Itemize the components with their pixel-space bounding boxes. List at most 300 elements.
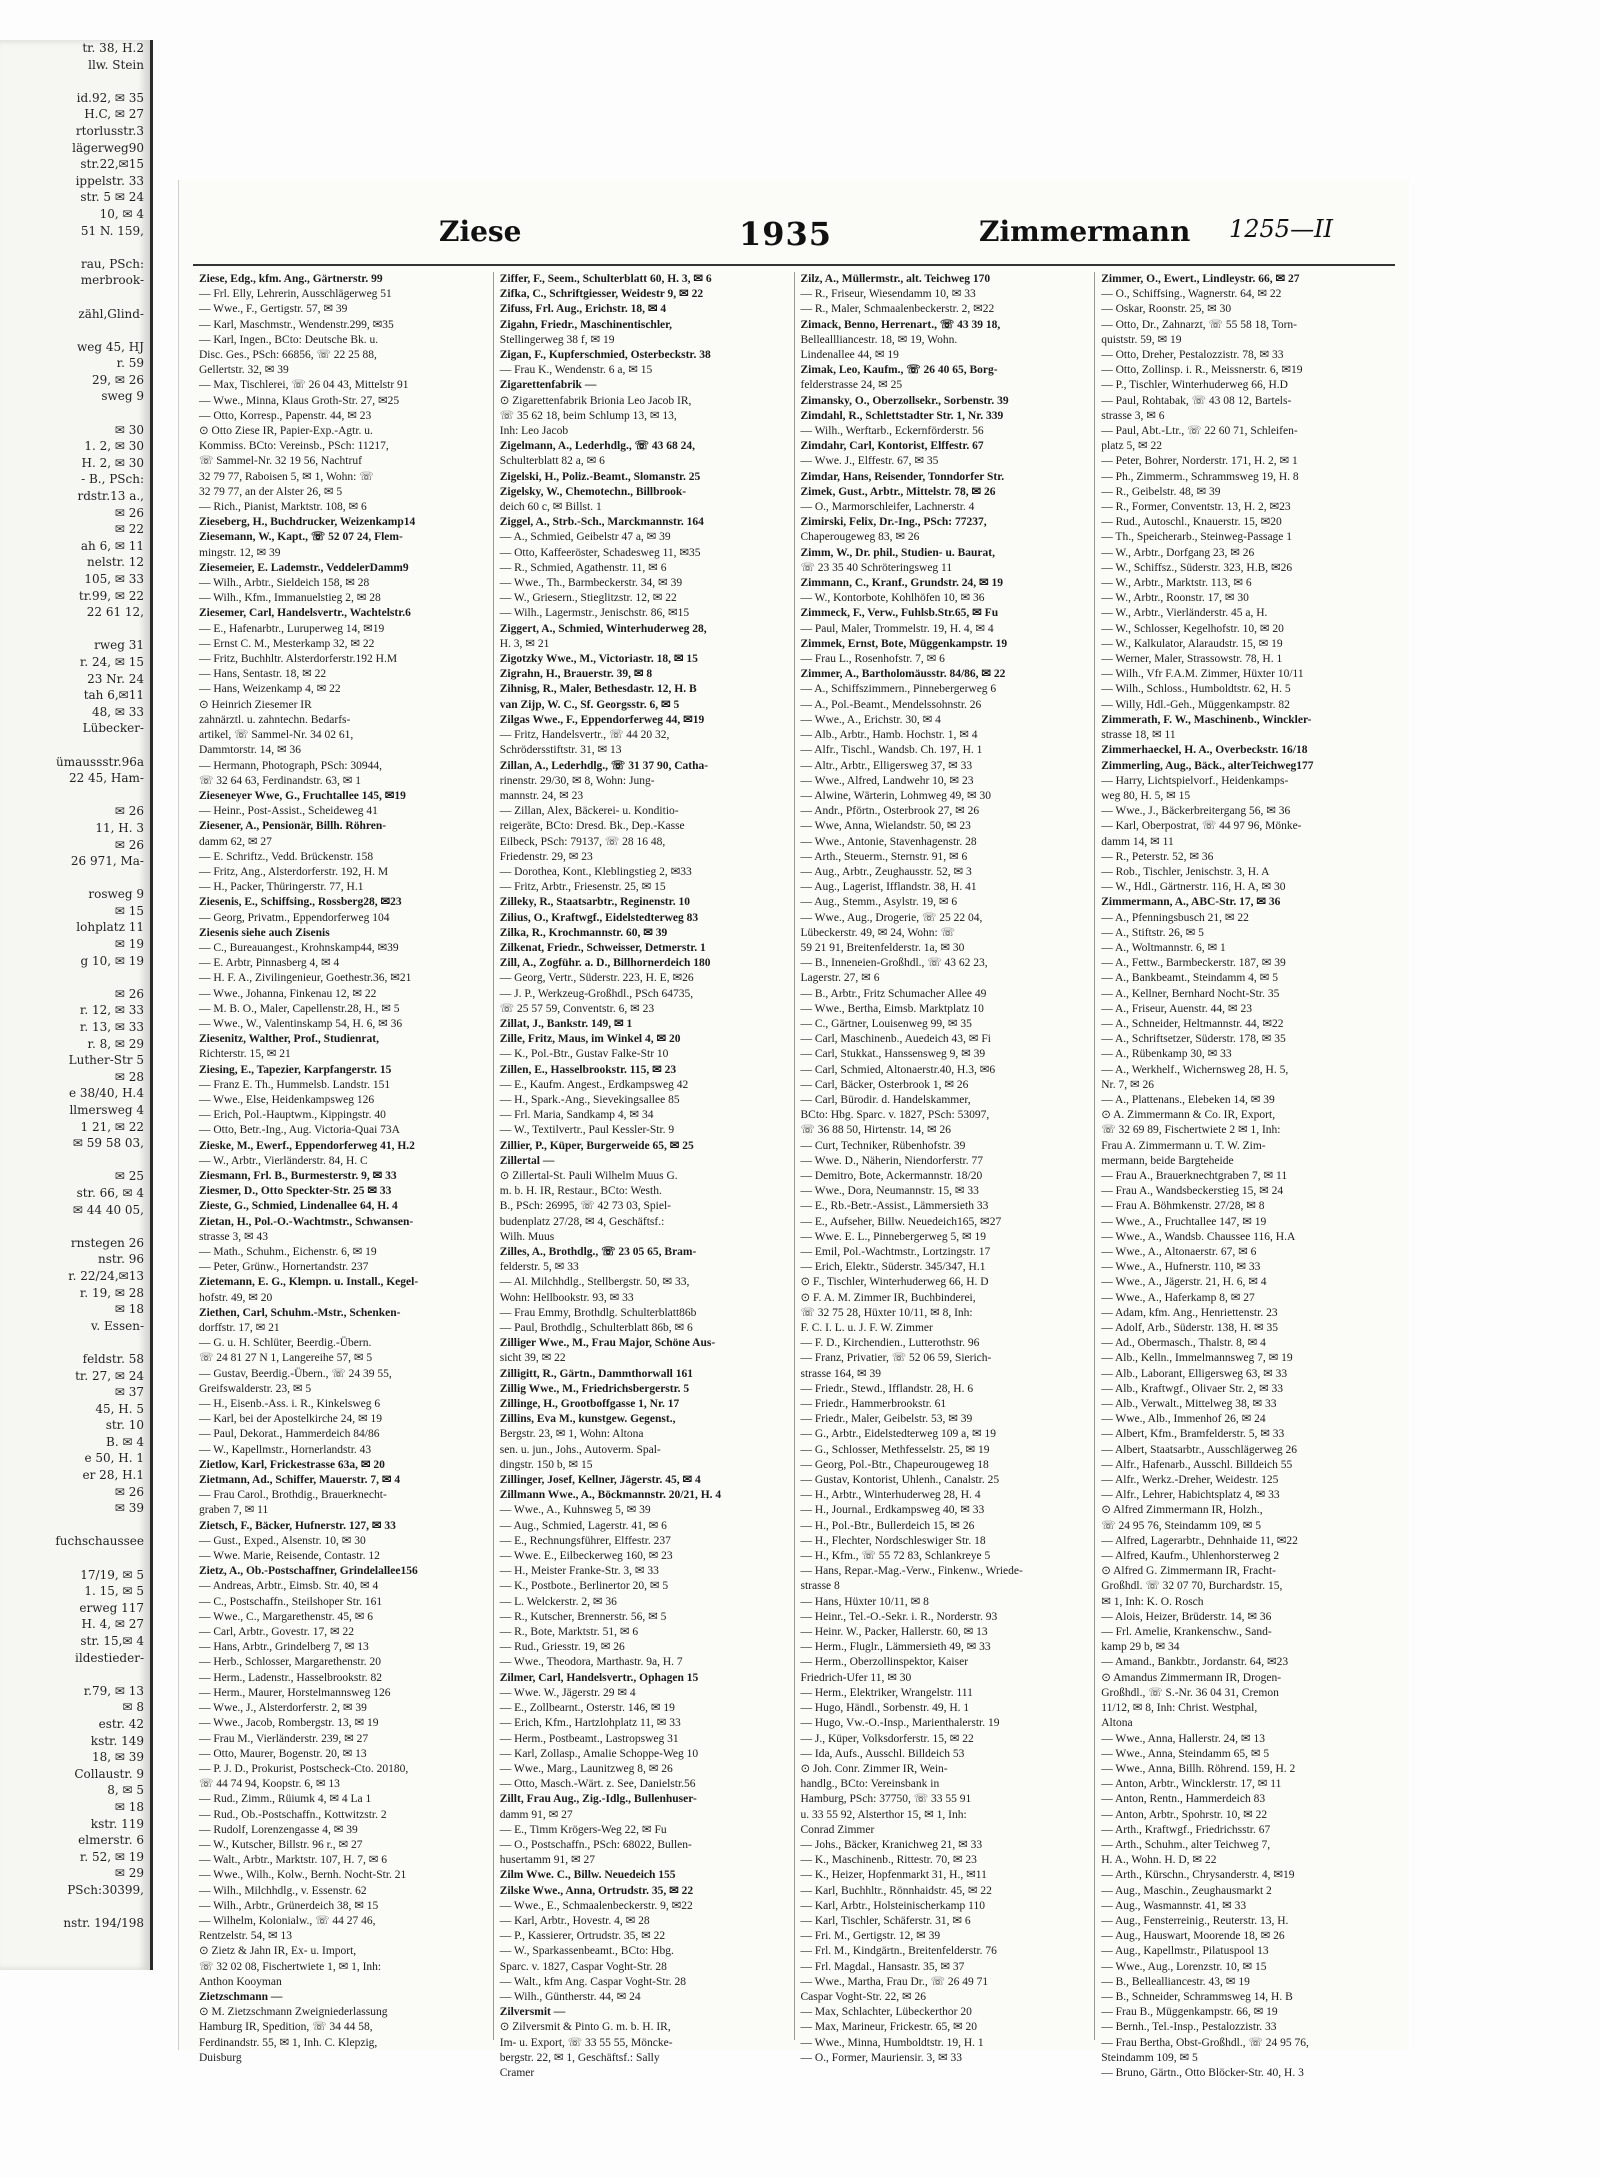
- previous-page-line: [0, 1550, 150, 1567]
- previous-page-line: [0, 239, 150, 256]
- directory-entry: — Karl, Oberpostrat, ☏ 44 97 96, Mönke-: [1101, 820, 1302, 833]
- previous-page-line: str. 5 ✉ 24: [80, 190, 144, 205]
- directory-entry: Zieseberg, H., Buchdrucker, Weizenkamp14: [199, 516, 416, 529]
- directory-entry: Zimack, Benno, Herrenart., ☏ 43 39 18,: [800, 318, 1001, 331]
- directory-entry: Chaperougeweg 83, ✉ 26: [800, 531, 920, 544]
- directory-entry: F. C. I. L. u. J. F. W. Zimmer: [800, 1322, 933, 1335]
- directory-entry: Zilversmit —: [499, 2006, 566, 2019]
- directory-entry: — Max, Tischlerei, ☏ 26 04 43, Mittelstr 91: [199, 379, 409, 392]
- previous-page-line: e 50, H. 1: [84, 1451, 144, 1466]
- directory-entry: Zigelsky, W., Chemotechn., Billbrook-: [499, 485, 687, 498]
- directory-entry: Zietlow, Karl, Frickestrasse 63a, ✉ 20: [199, 1458, 385, 1471]
- directory-entry: — Gust., Exped., Alsenstr. 10, ✉ 30: [199, 1534, 366, 1547]
- directory-entry: Zietemann, E. G., Klempn. u. Install., Kegel-: [199, 1276, 419, 1289]
- directory-entry: — Willy, Hdl.-Geh., Müggenkampstr. 82: [1101, 698, 1290, 711]
- directory-entry: — W., Textilvertr., Paul Kessler-Str. 9: [499, 1124, 675, 1137]
- previous-page-line: ✉ 8: [122, 1700, 144, 1715]
- directory-entry: — W., Kalkulator, Alaraudstr. 15, ✉ 19: [1101, 637, 1283, 650]
- directory-entry: — Erich, Elektr., Süderstr. 345/347, H.1: [800, 1261, 986, 1274]
- directory-entry: — Wwe., A., Hufnerstr. 110, ✉ 33: [1101, 1261, 1261, 1274]
- directory-entry: Zilm Wwe. C., Billw. Neuedeich 155: [499, 1869, 676, 1882]
- directory-entry: — E. Schriftz., Vedd. Brückenstr. 158: [199, 850, 374, 863]
- previous-page-line: 45, H. 5: [95, 1401, 144, 1416]
- directory-entry: — Aug., Maschin., Zeughausmarkt 2: [1101, 1884, 1272, 1897]
- directory-entry: — Demitro, Bote, Ackermannstr. 18/20: [800, 1169, 983, 1182]
- directory-entry: Lübeckerstr. 49, ✉ 24, Wohn: ☏: [800, 926, 955, 939]
- directory-entry: — E., Zollbearnt., Osterstr. 146, ✉ 19: [499, 1702, 675, 1715]
- directory-entry: — Otto, Dreher, Pestalozzistr. 78, ✉ 33: [1101, 349, 1284, 362]
- directory-entry: — W., Arbtr., Marktstr. 113, ✉ 6: [1101, 577, 1252, 590]
- directory-entry: — Wwe., E., Schmaalenbeckerstr. 9, ✉22: [499, 1899, 693, 1912]
- directory-entry: — Wwe., Wilh., Kolw., Bernh. Nocht-Str. 21: [199, 1869, 407, 1882]
- directory-entry: Wohn: Hellbookstr. 93, ✉ 33: [499, 1291, 634, 1304]
- directory-entry: 32 79 77, an der Alster 26, ✉ 5: [199, 485, 343, 498]
- directory-entry: — O., Schiffsing., Wagnerstr. 64, ✉ 22: [1101, 288, 1282, 301]
- directory-entry: — G., Arbtr., Eidelstedterweg 109 a, ✉ 19: [800, 1428, 997, 1441]
- directory-entry: — Wilh., Arbtr., Grünerdeich 38, ✉ 15: [199, 1899, 379, 1912]
- directory-entry: — H. F. A., Zivilingenieur, Goethestr.36, ✉21: [199, 972, 412, 985]
- directory-entry: m. b. H. IR, Restaur., BCto: Westh.: [499, 1185, 662, 1198]
- directory-entry: — Paul, Dekorat., Hammerdeich 84/86: [199, 1428, 380, 1441]
- directory-entry: — Ida, Aufs., Ausschl. Billdeich 53: [800, 1747, 965, 1760]
- directory-entry: — W., Arbtr., Roonstr. 17, ✉ 30: [1101, 592, 1249, 605]
- directory-entry: Cramer: [499, 2066, 535, 2079]
- directory-entry: — W., Hdl., Gärtnerstr. 116, H. A, ✉ 30: [1101, 881, 1286, 894]
- directory-entry: — Karl, Ingen., BCto: Deutsche Bk. u.: [199, 333, 379, 346]
- directory-page: [178, 180, 1409, 2079]
- previous-page-line: r. 24, ✉ 15: [79, 654, 144, 669]
- directory-entry: Lagerstr. 27, ✉ 6: [800, 972, 880, 985]
- directory-entry: — R., Bote, Marktstr. 51, ✉ 6: [499, 1626, 639, 1639]
- directory-entry: — Frau Carol., Brothdig., Brauerknecht-: [199, 1489, 387, 1502]
- directory-entry: — Hans, Hüxter 10/11, ✉ 8: [800, 1595, 929, 1608]
- directory-entry: Zilius, O., Kraftwgf., Eidelstedterweg 83: [499, 911, 699, 924]
- directory-entry: Zill, A., Zogführ. a. D., Billhornerdeich 180: [499, 957, 711, 970]
- previous-page-line: r. 52, ✉ 19: [79, 1849, 144, 1864]
- directory-entry: Wilh. Muus: [499, 1230, 555, 1243]
- directory-entry: Nr. 7, ✉ 26: [1101, 1078, 1155, 1091]
- directory-entry: — Karl, Arbtr., Holsteinischerkamp 110: [800, 1899, 985, 1912]
- directory-entry: — A., Fettw., Barmbeckerstr. 187, ✉ 39: [1101, 957, 1286, 970]
- previous-page-line: [0, 737, 150, 754]
- directory-entry: — Aug., Fensterreinig., Reuterstr. 13, H.: [1101, 1914, 1289, 1927]
- previous-page-line: 18, ✉ 39: [91, 1750, 144, 1765]
- previous-page-line: ✉ 29: [114, 1866, 144, 1881]
- directory-entry: — Alfred, Lagerarbtr., Dehnhaide 11, ✉22: [1101, 1534, 1298, 1547]
- previous-page-line: nstr. 194/198: [63, 1916, 144, 1931]
- directory-entry: — Wilh., Kfm., Immanuelstieg 2, ✉ 28: [199, 592, 381, 605]
- directory-entry: — A., Werkhelf., Wichernsweg 28, H. 5,: [1101, 1063, 1289, 1076]
- directory-entry: — Adam, kfm. Ang., Henriettenstr. 23: [1101, 1306, 1278, 1319]
- directory-entry: — Anton, Arbtr., Wincklerstr. 17, ✉ 11: [1101, 1778, 1282, 1791]
- directory-entry: zahnärztl. u. zahntechn. Bedarfs-: [199, 713, 351, 726]
- directory-entry: damm 14, ✉ 11: [1101, 835, 1174, 848]
- directory-entry: ⊙ A. Zimmermann & Co. IR, Export,: [1101, 1109, 1276, 1122]
- previous-page-line: r. 8, ✉ 29: [87, 1036, 144, 1051]
- directory-entry: — Herm., Ladenstr., Hasselbrookstr. 82: [199, 1671, 383, 1684]
- directory-entry: — Amand., Bankbtr., Jordanstr. 64, ✉23: [1101, 1656, 1289, 1669]
- previous-page-line: kstr. 119: [90, 1816, 144, 1831]
- directory-entry: Zilliger Wwe., M., Frau Major, Schöne Aus-: [499, 1337, 716, 1350]
- directory-entry: ⊙ F. A. M. Zimmer IR, Buchbinderei,: [800, 1291, 976, 1304]
- previous-page-line: tr.99, ✉ 22: [78, 588, 144, 603]
- directory-entry: — Rud., Griesstr. 19, ✉ 26: [499, 1641, 625, 1654]
- directory-entry: — Frl. Maria, Sandkamp 4, ✉ 34: [499, 1109, 654, 1122]
- directory-entry: strasse 18, ✉ 11: [1101, 729, 1176, 742]
- directory-entry: — Arth., Kürschn., Chrysanderstr. 4, ✉19: [1101, 1869, 1295, 1882]
- directory-entry: — Wwe., Aug., Drogerie, ☏ 25 22 04,: [800, 911, 983, 924]
- previous-page-line: ✉ 28: [114, 1069, 144, 1084]
- directory-entry: — M. B. O., Maler, Capellenstr.28, H., ✉ 5: [199, 1002, 400, 1015]
- directory-entry: — W., Griesern., Stieglitzstr. 12, ✉ 22: [499, 592, 677, 605]
- previous-page-line: nstr. 96: [97, 1252, 144, 1267]
- previous-page-line: ippelstr. 33: [75, 173, 144, 188]
- previous-page-line: 26 971, Ma-: [70, 854, 144, 869]
- directory-entry: Zillertal —: [499, 1154, 555, 1167]
- directory-entry: — Herm., Elektriker, Wrangelstr. 111: [800, 1686, 973, 1699]
- directory-entry: — Wwe., Johanna, Finkenau 12, ✉ 22: [199, 987, 377, 1000]
- directory-entry: — Frau L., Rosenhofstr. 7, ✉ 6: [800, 653, 945, 666]
- directory-entry: — A., Pol.-Beamt., Mendelssohnstr. 26: [800, 698, 982, 711]
- directory-entry: Eilbeck, PSch: 79137, ☏ 28 16 48,: [499, 835, 666, 848]
- directory-entry: — Karl, bei der Apostelkirche 24, ✉ 19: [199, 1413, 383, 1426]
- previous-page-line: ✉ 59 58 03,: [72, 1136, 144, 1151]
- directory-entry: — Albert, Staatsarbtr., Ausschlägerweg 26: [1101, 1443, 1298, 1456]
- directory-entry: — Wwe., J., Bäckerbreitergang 56, ✉ 36: [1101, 805, 1291, 818]
- directory-entry: — Max, Schlachter, Lübeckerthor 20: [800, 2006, 972, 2019]
- directory-entry: Zietmann, Ad., Schiffer, Mauerstr. 7, ✉ 4: [199, 1474, 401, 1487]
- directory-entry: — R., Friseur, Wiesendamm 10, ✉ 33: [800, 288, 976, 301]
- directory-entry: — Wwe., Martha, Frau Dr., ☏ 26 49 71: [800, 1975, 989, 1988]
- directory-entry: — Alfr., Lehrer, Habichtsplatz 4, ✉ 33: [1101, 1489, 1280, 1502]
- directory-entry: — Oskar, Roonstr. 25, ✉ 30: [1101, 303, 1232, 316]
- previous-page-line: 10, ✉ 4: [99, 206, 144, 221]
- directory-entry: — W., Sparkassenbeamt., BCto: Hbg.: [499, 1945, 674, 1958]
- previous-page-line: tr. 27, ✉ 24: [75, 1368, 144, 1383]
- directory-entry: Zimdar, Hans, Reisender, Tonndorfer Str.: [800, 470, 1005, 483]
- directory-entry: Zigahn, Friedr., Maschinentischler,: [499, 318, 673, 331]
- directory-entry: — Johs., Bäcker, Kranichweg 21, ✉ 33: [800, 1838, 983, 1851]
- directory-entry: — Peter, Grünw., Hornertandstr. 237: [199, 1261, 369, 1274]
- directory-entry: Friedrich-Ufer 11, ✉ 30: [800, 1671, 912, 1684]
- directory-entry: — A., Pfenningsbusch 21, ✉ 22: [1101, 911, 1249, 924]
- directory-entry: Zimmer, O., Ewert., Lindleystr. 66, ✉ 27: [1101, 273, 1300, 285]
- directory-entry: — Herb., Schlosser, Margarethenstr. 20: [199, 1656, 382, 1669]
- previous-page-line: [0, 405, 150, 422]
- directory-entry: — Karl, Tischler, Schäferstr. 31, ✉ 6: [800, 1914, 971, 1927]
- directory-entry: — Paul, Abt.-Ltr., ☏ 22 60 71, Schleifen-: [1101, 425, 1298, 438]
- previous-page-line: kstr. 149: [90, 1733, 144, 1748]
- directory-entry: — Gustav, Kontorist, Uhlenh., Canalstr. 25: [800, 1474, 1000, 1487]
- directory-entry: Ziesenis, E., Schiffsing., Rossberg28, ✉23: [199, 896, 402, 909]
- previous-page-line: nelstr. 12: [87, 555, 144, 570]
- previous-page-line: ✉ 44 40 05,: [72, 1202, 144, 1217]
- directory-entry: Zillinge, H., Grootboffgasse 1, Nr. 17: [499, 1398, 680, 1411]
- directory-entry: — Alb., Arbtr., Hamb. Hochstr. 1, ✉ 4: [800, 729, 978, 742]
- directory-entry: — H., Flechter, Nordschleswiger Str. 18: [800, 1534, 986, 1547]
- directory-entry: Greifswalderstr. 23, ✉ 5: [199, 1382, 312, 1395]
- directory-entry: — Th., Speicherarb., Steinweg-Passage 1: [1101, 531, 1293, 544]
- previous-page-line: r. 12, ✉ 33: [79, 1003, 144, 1018]
- previous-page-line: zähl,Glind-: [78, 306, 144, 321]
- directory-entry: rinenstr. 29/30, ✉ 8, Wohn: Jung-: [499, 774, 655, 787]
- directory-entry: — Frau A. Böhmkenstr. 27/28, ✉ 8: [1101, 1200, 1265, 1213]
- directory-entry: husertamm 91, ✉ 27: [499, 1854, 595, 1867]
- directory-entry: — Carl, Schmied, Altonaerstr.40, H.3, ✉6: [800, 1063, 996, 1076]
- directory-entry: Zilske Wwe., Anna, Ortrudstr. 35, ✉ 22: [499, 1884, 694, 1897]
- previous-page-line: feldstr. 58: [82, 1351, 144, 1366]
- directory-entry: deich 60 c, ✉ Billst. 1: [499, 501, 602, 514]
- directory-entry: — Wwe., Marg., Launitzweg 8, ✉ 26: [499, 1762, 673, 1775]
- directory-entry: Ziffer, F., Seem., Schulterblatt 60, H. 3, ✉ 6: [499, 273, 712, 285]
- directory-entry: — R., Kutscher, Brennerstr. 56, ✉ 5: [499, 1610, 667, 1623]
- directory-entry: — Otto, Kaffeeröster, Schadesweg 11, ✉35: [499, 546, 701, 559]
- previous-page-line: ✉ 26: [114, 804, 144, 819]
- directory-entry: B., PSch: 26995, ☏ 42 73 03, Spiel-: [499, 1200, 671, 1213]
- previous-page-line: ✉ 26: [114, 505, 144, 520]
- directory-entry: felderstrasse 24, ✉ 25: [800, 379, 903, 392]
- directory-entry: Zimek, Gust., Arbtr., Mittelstr. 78, ✉ 26: [800, 485, 996, 498]
- directory-entry: Disc. Ges., PSch: 66856, ☏ 22 25 88,: [199, 349, 377, 362]
- directory-entry: 11/12, ✉ 8, Inh: Christ. Westphal,: [1101, 1702, 1258, 1715]
- previous-page-line: g 10, ✉ 19: [80, 953, 144, 968]
- directory-entry: handlg., BCto: Vereinsbank in: [800, 1778, 940, 1791]
- previous-page-line: ✉ 19: [114, 937, 144, 952]
- previous-page-line: 105, ✉ 33: [84, 572, 144, 586]
- directory-entry: mannstr. 24, ✉ 23: [499, 789, 584, 802]
- previous-page-line: erweg 117: [79, 1600, 144, 1615]
- directory-entry: — Wwe., A., Fruchtallee 147, ✉ 19: [1101, 1215, 1267, 1228]
- previous-page-line: ✉ 37: [114, 1385, 144, 1400]
- directory-entry: — Alfred, Kaufm., Uhlenhorsterweg 2: [1101, 1550, 1280, 1563]
- directory-entry: strasse 164, ✉ 39: [800, 1367, 882, 1380]
- directory-entry: — Wwe., Dora, Neumannstr. 15, ✉ 33: [800, 1185, 979, 1198]
- directory-entry: — Karl, Buchhltr., Rönnhaidstr. 45, ✉ 22: [800, 1884, 992, 1897]
- previous-page-line: H. 4, ✉ 27: [81, 1617, 144, 1632]
- previous-page-line: str. 15,✉ 4: [80, 1634, 144, 1648]
- directory-entry: Zilleky, R., Staatsarbtr., Reginenstr. 10: [499, 896, 690, 909]
- directory-entry: — Gustav, Beerdig.-Übern., ☏ 24 39 55,: [199, 1367, 392, 1380]
- directory-entry: — H., Spark.-Ang., Sievekingsallee 85: [499, 1093, 680, 1106]
- directory-entry: — Altr., Arbtr., Elligersweg 37, ✉ 33: [800, 759, 973, 772]
- previous-page-line: [0, 1152, 150, 1169]
- previous-page-line: sweg 9: [101, 389, 144, 404]
- directory-entry: Inh: Leo Jacob: [499, 425, 569, 438]
- directory-entry: — Harry, Lichtspielvorf., Heidenkamps-: [1101, 774, 1289, 787]
- directory-entry: Zimansky, O., Oberzollsekr., Sorbenstr. 39: [800, 394, 1009, 407]
- directory-entry: — Max, Marineur, Frickestr. 65, ✉ 20: [800, 2021, 978, 2034]
- directory-entry: — Andreas, Arbtr., Eimsb. Str. 40, ✉ 4: [199, 1580, 379, 1593]
- directory-entry: — Karl, Zollasp., Amalie Schoppe-Weg 10: [499, 1747, 699, 1760]
- previous-page-line: 22 61 12,: [86, 605, 144, 620]
- directory-entry: — Carl, Arbtr., Govestr. 17, ✉ 22: [199, 1626, 354, 1639]
- directory-entry: Zihnisg, R., Maler, Bethesdastr. 12, H. B: [499, 683, 697, 696]
- directory-entry: — Carl, Bürodir. d. Handelskammer,: [800, 1093, 971, 1106]
- directory-entry: — Aug., Arbtr., Zeughausstr. 52, ✉ 3: [800, 865, 972, 878]
- directory-entry: — Alb., Kelln., Immelmannsweg 7, ✉ 19: [1101, 1352, 1293, 1365]
- previous-page-edge: [0, 40, 153, 1970]
- directory-entry: Ziesemeier, E. Lademstr., VeddelerDamm9: [199, 561, 409, 574]
- directory-entry: Lindenallee 44, ✉ 19: [800, 349, 899, 362]
- directory-entry: Hamburg IR, Spedition, ☏ 34 44 58,: [199, 2021, 373, 2034]
- directory-entry: Bergstr. 23, ✉ 1, Wohn: Altona: [499, 1428, 644, 1441]
- directory-entry: — A., Friseur, Auenstr. 44, ✉ 23: [1101, 1002, 1252, 1015]
- directory-entry: — Rudolf, Lorenzengasse 4, ✉ 39: [199, 1823, 358, 1836]
- directory-entry: — Wwe., A., Wandsb. Chaussee 116, H.A: [1101, 1230, 1296, 1243]
- directory-entry: — Bernh., Tel.-Insp., Pestalozzistr. 33: [1101, 2021, 1277, 2034]
- directory-entry: — Wilhelm, Kolonialw., ☏ 44 27 46,: [199, 1914, 376, 1927]
- directory-entry: — Otto, Korresp., Papenstr. 44, ✉ 23: [199, 409, 372, 422]
- directory-entry: — Hans, Repar.-Mag.-Verw., Finkenw., Wriede-: [800, 1565, 1023, 1578]
- directory-entry: Belleallliancestr. 18, ✉ 19, Wohn.: [800, 333, 958, 346]
- directory-entry: ☏ 24 81 27 N 1, Langereihe 57, ✉ 5: [199, 1352, 373, 1365]
- directory-entry: Sparc. v. 1827, Caspar Voght-Str. 28: [499, 1960, 667, 1973]
- directory-entry: — P. J. D., Prokurist, Postscheck-Cto. 20180,: [199, 1762, 409, 1775]
- directory-entry: — Wwe., Minna, Klaus Groth-Str. 27, ✉25: [199, 394, 400, 407]
- directory-entry: Zifuss, Frl. Aug., Erichstr. 18, ✉ 4: [499, 303, 667, 316]
- directory-entry: — Frau M., Vierländerstr. 239, ✉ 27: [199, 1732, 369, 1745]
- previous-page-line: [0, 621, 150, 638]
- previous-page-line: ✉ 18: [114, 1302, 144, 1317]
- directory-entry: — Wwe., Jacob, Rombergstr. 13, ✉ 19: [199, 1717, 379, 1730]
- directory-entry: ⊙ Zillertal-St. Pauli Wilhelm Muus G.: [499, 1169, 678, 1182]
- page-header: [179, 215, 1409, 255]
- directory-entry: Großhdl. ☏ 32 07 70, Burchardstr. 15,: [1101, 1580, 1283, 1593]
- previous-page-line: Lübecker-: [82, 721, 144, 736]
- page-number: 1255—II: [1229, 215, 1334, 243]
- directory-entry: ☏ 44 74 94, Koopstr. 6, ✉ 13: [199, 1778, 340, 1791]
- directory-entry: — R., Maler, Schmaalenbeckerstr. 2, ✉22: [800, 303, 995, 316]
- directory-entry: — Hermann, Photograph, PSch: 30944,: [199, 759, 383, 772]
- directory-entry: — Alfr., Tischl., Wandsb. Ch. 197, H. 1: [800, 744, 983, 757]
- directory-entry: — Wwe., A., Altonaerstr. 67, ✉ 6: [1101, 1246, 1257, 1258]
- directory-entry: — Wwe., Aug., Lorenzstr. 10, ✉ 15: [1101, 1960, 1267, 1973]
- directory-entry: — Frl. Elly, Lehrerin, Ausschlägerweg 51: [199, 288, 392, 301]
- header-first-name: Ziese: [439, 215, 522, 248]
- directory-entry: — Wwe., C., Margarethenstr. 45, ✉ 6: [199, 1610, 374, 1623]
- directory-entry: Ziethen, Carl, Schuhm.-Mstr., Schenken-: [199, 1306, 401, 1319]
- previous-page-line: 8, ✉ 5: [107, 1783, 144, 1798]
- directory-entry: Zietan, H., Pol.-O.-Wachtmstr., Schwansen-: [199, 1215, 414, 1228]
- directory-entry: — Karl, Maschmstr., Wendenstr.299, ✉35: [199, 318, 394, 331]
- directory-entry: — A., Schmied, Geibelstr 47 a, ✉ 39: [499, 531, 671, 544]
- directory-entry: artikel, ☏ Sammel-Nr. 34 02 61,: [199, 729, 354, 742]
- directory-entry: — E., Hafenarbtr., Luruperweg 14, ✉19: [199, 622, 385, 635]
- previous-page-line: 51 N. 159,: [80, 223, 144, 238]
- directory-entry: — J., Küper, Volksdorferstr. 15, ✉ 22: [800, 1732, 974, 1745]
- directory-entry: Dammtorstr. 14, ✉ 36: [199, 744, 301, 757]
- directory-entry: — C., Postschaffn., Steilshoper Str. 161: [199, 1595, 383, 1608]
- directory-entry: — Fritz, Buchhltr. Alsterdorferstr.192 H.M: [199, 653, 398, 666]
- directory-entry: — Wwe., Bertha, Eimsb. Marktplatz 10: [800, 1002, 984, 1015]
- directory-entry: dorffstr. 17, ✉ 21: [199, 1322, 280, 1335]
- previous-page-line: 22 45, Ham-: [68, 771, 144, 786]
- directory-entry: — Georg, Privatm., Eppendorferweg 104: [199, 911, 390, 924]
- previous-page-line: ümaussstr.96a: [56, 754, 144, 769]
- directory-entry: Zigelmann, A., Lederhdlg., ☏ 43 68 24,: [499, 440, 695, 453]
- directory-entry: ⊙ Alfred Zimmermann IR, Holzh.,: [1101, 1504, 1263, 1517]
- directory-entry: ☏ 23 35 40 Schröteringsweg 11: [800, 561, 953, 574]
- previous-page-line: ✉ 39: [114, 1501, 144, 1516]
- directory-entry: Stellingerweg 38 f, ✉ 19: [499, 333, 615, 346]
- directory-entry: — Wwe., Anna, Billh. Röhrend. 159, H. 2: [1101, 1762, 1296, 1775]
- directory-entry: — Frau Bertha, Obst-Großhdl., ☏ 24 95 76,: [1101, 2036, 1309, 2049]
- directory-entry: ☏ 35 62 18, beim Schlump 13, ✉ 13,: [499, 409, 677, 422]
- directory-entry: — Frau Emmy, Brothdlg. Schulterblatt86b: [499, 1306, 697, 1319]
- directory-entry: — Heinr., Post-Assist., Scheideweg 41: [199, 805, 378, 818]
- directory-entry: — Paul, Brothdlg., Schulterblatt 86b, ✉ 6: [499, 1322, 693, 1335]
- directory-entry: — W., Schlosser, Kegelhofstr. 10, ✉ 20: [1101, 622, 1284, 635]
- directory-entry: — E., Timm Krögers-Weg 22, ✉ Fu: [499, 1823, 667, 1836]
- directory-entry: — Aug., Schmied, Lagerstr. 41, ✉ 6: [499, 1519, 667, 1532]
- directory-entry: Ziese, Edg., kfm. Ang., Gärtnerstr. 99: [199, 273, 383, 285]
- directory-entry: — F. D., Kirchendien., Lutterothstr. 96: [800, 1337, 980, 1350]
- directory-entry: — Friedr., Stewd., Ifflandstr. 28, H. 6: [800, 1382, 974, 1395]
- previous-page-line: [0, 1517, 150, 1534]
- directory-entry: — Ernst C. M., Mesterkamp 32, ✉ 22: [199, 637, 375, 650]
- directory-entry: sen. u. jun., Johs., Autoverm. Spal-: [499, 1443, 661, 1456]
- directory-entry: Zillier, P., Küper, Burgerweide 65, ✉ 25: [499, 1139, 694, 1152]
- directory-entry: sicht 39, ✉ 22: [499, 1352, 566, 1365]
- directory-entry: — H., Journal., Erdkampsweg 40, ✉ 33: [800, 1504, 985, 1517]
- directory-entry: Conrad Zimmer: [800, 1823, 875, 1836]
- directory-entry: — Wwe., J., Alsterdorferstr. 2, ✉ 39: [199, 1702, 367, 1715]
- previous-page-line: fuchschaussee: [55, 1534, 144, 1549]
- previous-page-line: ✉ 26: [114, 837, 144, 852]
- directory-entry: Ziesenitz, Walther, Prof., Studienrat,: [199, 1033, 379, 1046]
- directory-entry: — W., Schiffsz., Süderstr. 323, H.B, ✉26: [1101, 561, 1293, 574]
- directory-entry: ⊙ Otto Ziese IR, Papier-Exp.-Agtr. u.: [199, 425, 373, 438]
- directory-entry: — Curt, Techniker, Rübenhofstr. 39: [800, 1139, 966, 1152]
- previous-page-line: 1. 15, ✉ 5: [84, 1584, 144, 1599]
- directory-entry: Zieseneyer Wwe, G., Fruchtallee 145, ✉19: [199, 789, 406, 802]
- previous-page-line: ✉ 22: [114, 522, 144, 537]
- directory-entry: 32 79 77, Raboisen 5, ✉ 1, Wohn: ☏: [199, 470, 374, 483]
- previous-page-line: rau, PSch:: [80, 256, 144, 271]
- directory-entry: — Anton, Rentn., Hammerdeich 83: [1101, 1793, 1266, 1806]
- directory-entry: — Aug., Lagerist, Ifflandstr. 38, H. 41: [800, 881, 977, 894]
- directory-entry: ☏ 24 95 76, Steindamm 109, ✉ 5: [1101, 1519, 1262, 1532]
- previous-page-line: rdstr.13 a.,: [77, 489, 144, 504]
- previous-page-line: 11, H. 3: [95, 820, 144, 835]
- previous-page-line: ✉ 25: [114, 1169, 144, 1184]
- directory-entry: Zillt, Frau Aug., Zig.-Idlg., Bullenhuser-: [499, 1793, 697, 1806]
- previous-page-line: llw. Stein: [88, 57, 144, 72]
- directory-entry: — O., Marmorschleifer, Lachnerstr. 4: [800, 501, 975, 514]
- directory-entry: — Wwe. E. L., Pinnebergerweg 5, ✉ 19: [800, 1230, 987, 1243]
- directory-entry: Zillat, J., Bankstr. 149, ✉ 1: [499, 1017, 633, 1030]
- directory-entry: — Adolf, Arb., Süderstr. 138, H. ✉ 35: [1101, 1322, 1278, 1335]
- directory-entry: — Frau B., Müggenkampstr. 66, ✉ 19: [1101, 2006, 1278, 2019]
- directory-entry: — B., Bellealliancestr. 43, ✉ 19: [1101, 1975, 1250, 1988]
- directory-entry: — Georg, Vertr., Süderstr. 223, H. E, ✉26: [499, 972, 694, 985]
- directory-entry: Rentzelstr. 54, ✉ 13: [199, 1930, 292, 1943]
- directory-entry: — Wwe., Antonie, Stavenhagenstr. 28: [800, 835, 977, 848]
- directory-entry: Schrödersstiftstr. 31, ✉ 13: [499, 744, 622, 757]
- directory-entry: — R., Peterstr. 52, ✉ 36: [1101, 850, 1214, 863]
- previous-page-line: 29, ✉ 26: [91, 372, 144, 387]
- directory-entry: — Herm., Fluglr., Lämmersieth 49, ✉ 33: [800, 1641, 991, 1654]
- directory-entry: — A., Woltmannstr. 6, ✉ 1: [1101, 941, 1226, 954]
- directory-entry: — W., Arbtr., Vierländerstr. 45 a, H.: [1101, 607, 1268, 620]
- previous-page-line: - B., PSch:: [81, 472, 144, 487]
- directory-entry: — Aug., Stemm., Asylstr. 19, ✉ 6: [800, 896, 958, 909]
- directory-entry: — Wwe., F., Gertigstr. 57, ✉ 39: [199, 303, 348, 316]
- directory-entry: Zillins, Eva M., kunstgew. Gegenst.,: [499, 1413, 676, 1426]
- directory-entry: Zigelski, H., Poliz.-Beamt., Slomanstr. 25: [499, 470, 701, 483]
- directory-entry: Zietsch, F., Bäcker, Hufnerstr. 127, ✉ 33: [199, 1519, 396, 1532]
- directory-entry: — Hans, Sentastr. 18, ✉ 22: [199, 668, 327, 681]
